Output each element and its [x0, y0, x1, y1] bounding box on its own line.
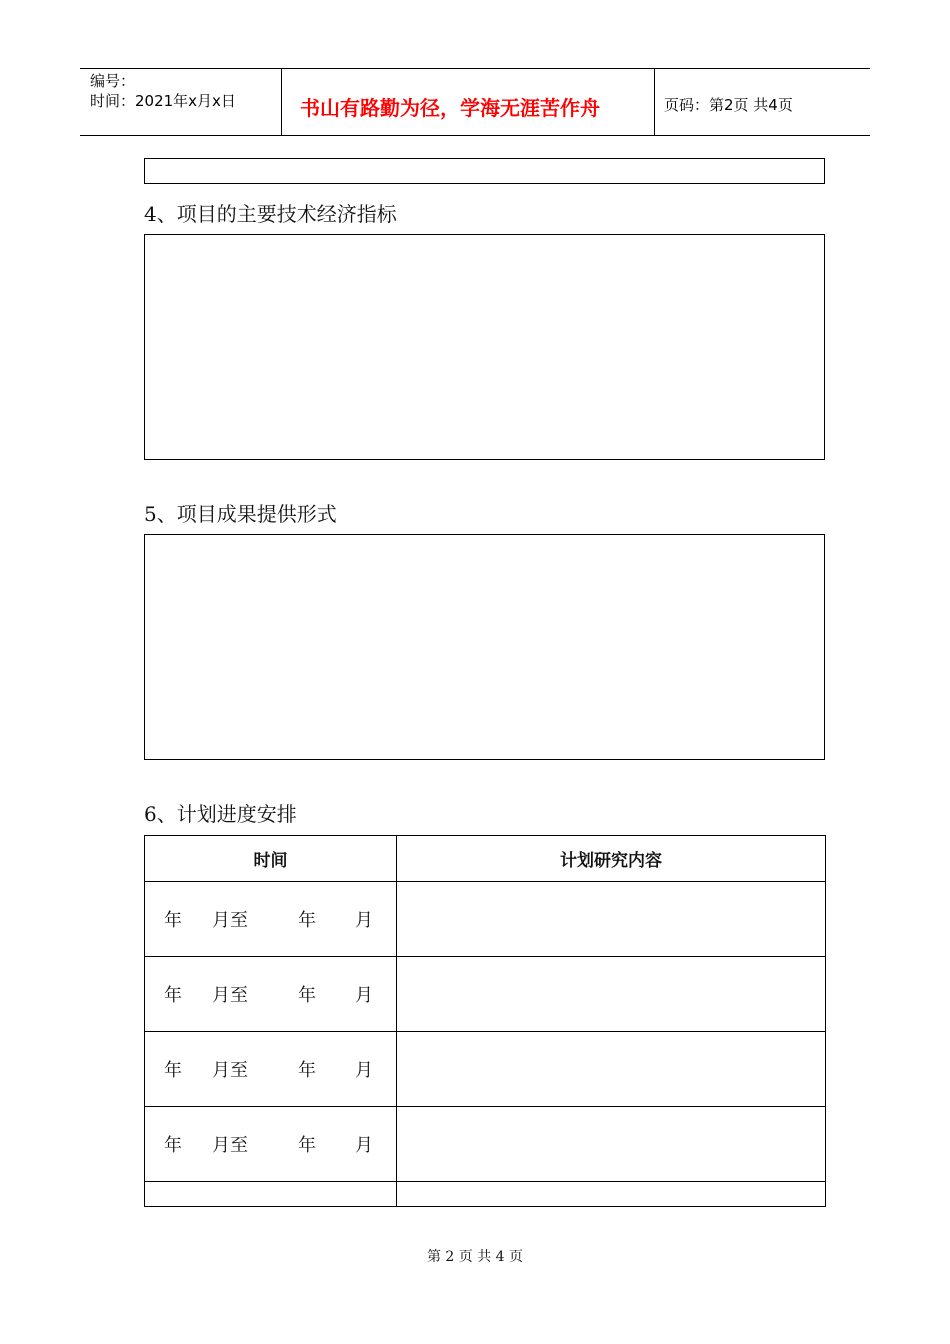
section-4-input-box[interactable] [144, 234, 825, 460]
schedule-row [145, 882, 826, 957]
section-4-title: 4、项目的主要技术经济指标 [144, 202, 397, 226]
header-divider-right [654, 68, 655, 136]
end-month: 月 [355, 985, 373, 1006]
end-month: 月 [355, 1060, 373, 1081]
document-date: 时间：2021年x月x日 [90, 92, 236, 110]
start-year: 年 [164, 1135, 182, 1156]
start-year: 年 [164, 985, 182, 1006]
content-cell[interactable] [397, 1107, 826, 1182]
end-year: 年 [298, 910, 316, 931]
page-footer: 第 2 页 共 4 页 [426, 1249, 524, 1265]
start-month: 月至 [212, 985, 248, 1006]
content-cell[interactable] [397, 1032, 826, 1107]
schedule-table [144, 835, 826, 1207]
header-bottom-rule [80, 135, 870, 136]
content-cell[interactable] [397, 882, 826, 957]
schedule-row [145, 1107, 826, 1182]
time-cell[interactable] [145, 957, 397, 1032]
start-month: 月至 [212, 910, 248, 931]
end-year: 年 [298, 1060, 316, 1081]
content-cell[interactable] [397, 957, 826, 1032]
header-page-info: 页码：第2页 共4页 [664, 96, 793, 114]
start-year: 年 [164, 1060, 182, 1081]
start-year: 年 [164, 910, 182, 931]
previous-section-box[interactable] [144, 158, 825, 184]
section-5-input-box[interactable] [144, 534, 825, 760]
end-month: 月 [355, 910, 373, 931]
schedule-row-empty [145, 1182, 826, 1207]
time-cell[interactable] [145, 1032, 397, 1107]
schedule-row [145, 957, 826, 1032]
time-cell-empty[interactable] [145, 1182, 397, 1207]
end-year: 年 [298, 985, 316, 1006]
column-header-time: 时间 [145, 836, 397, 882]
header-top-rule [80, 68, 870, 69]
content-cell-empty[interactable] [397, 1182, 826, 1207]
start-month: 月至 [212, 1135, 248, 1156]
header-motto: 书山有路勤为径，学海无涯苦作舟 [300, 96, 600, 120]
column-header-content: 计划研究内容 [397, 836, 826, 882]
section-6-title: 6、计划进度安排 [144, 802, 297, 826]
header-divider-left [281, 68, 282, 136]
schedule-header-row [145, 836, 826, 882]
time-cell[interactable] [145, 882, 397, 957]
schedule-row [145, 1032, 826, 1107]
start-month: 月至 [212, 1060, 248, 1081]
time-cell[interactable] [145, 1107, 397, 1182]
end-year: 年 [298, 1135, 316, 1156]
end-month: 月 [355, 1135, 373, 1156]
section-5-title: 5、项目成果提供形式 [144, 502, 337, 526]
document-number-label: 编号： [90, 72, 136, 90]
